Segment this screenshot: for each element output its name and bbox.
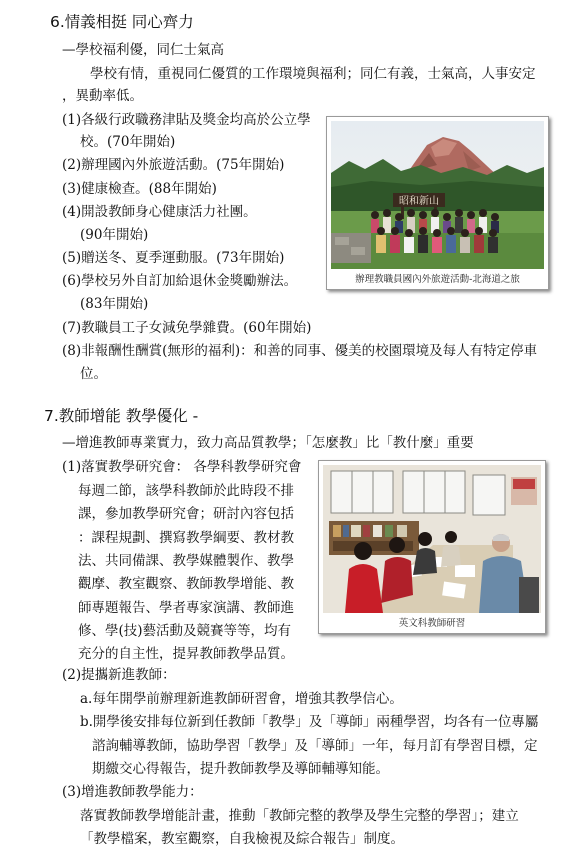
list-item-continuation: ：課程規劃、撰寫教學綱要、教材教 — [78, 530, 294, 546]
photo-english-workshop — [318, 460, 546, 634]
list-item: (1)各級行政職務津貼及獎金均高於公立學 — [62, 112, 311, 128]
list-item: (2)提攜新進教師： — [62, 667, 176, 683]
list-item-continuation: 每週二節，該學科教師於此時段不排 — [78, 483, 294, 499]
list-item-continuation: 校。(70年開始) — [80, 134, 176, 150]
list-item-continuation: (83年開始) — [80, 296, 149, 312]
list-item-continuation: 修、學(技)藝活動及競賽等等，均有 — [78, 623, 292, 639]
list-item: (3)健康檢查。(88年開始) — [62, 181, 217, 197]
list-item: (7)教職員工子女減免學雜費。(60年開始) — [62, 320, 312, 336]
list-item: (1)落實教學研究會： 各學科教學研究會 — [62, 459, 302, 475]
photo-caption: 英文科教師研習 — [398, 618, 466, 629]
list-item-continuation: 師專題報告、學者專家演講、教師進 — [78, 600, 294, 616]
list-item-continuation: 法、共同備課、教學媒體製作、教學 — [78, 553, 294, 569]
section6-intro-line: ，異動率低。 — [62, 88, 143, 104]
list-subitem-continuation: 期繳交心得報告，提升教師教學及導師輔導知能。 — [92, 761, 389, 777]
photo-hokkaido-trip — [326, 116, 549, 290]
list-item-continuation: 充分的自主性，提昇教師教學品質。 — [78, 646, 294, 662]
sign-text: 昭和新山 — [399, 196, 439, 207]
list-item-continuation: 位。 — [80, 366, 107, 382]
list-item-continuation: 課，參加教學研究會；研討內容包括 — [78, 506, 294, 522]
list-item-body: 落實教師教學增能計畫，推動「教師完整的教學及學生完整的學習」；建立 — [80, 808, 519, 824]
trip-photo-illustration — [331, 121, 544, 269]
list-subitem-continuation: 諮詢輔導教師，協助學習「教學」及「導師」一年，每月訂有學習目標，定 — [92, 738, 538, 754]
list-subitem: b.開學後安排每位新到任教師「教學」及「導師」兩種學習，均各有一位專屬 — [80, 714, 539, 730]
list-item-continuation: (90年開始) — [80, 227, 149, 243]
list-item: (5)贈送冬、夏季運動服。(73年開始) — [62, 250, 285, 266]
workshop-photo-image — [323, 465, 541, 613]
section6-intro-line: 學校有情，重視同仁優質的工作環境與福利；同仁有義，士氣高，人事安定 — [90, 66, 536, 82]
list-item-body: 「教學檔案，教室觀察，自我檢視及綜合報告」制度。 — [80, 831, 404, 847]
workshop-photo-illustration — [323, 465, 541, 613]
list-item-continuation: 觀摩、教室觀察、教師教學增能、教 — [78, 576, 294, 592]
list-item: (3)增進教師教學能力： — [62, 784, 203, 800]
section7-heading: 7.教師增能 教學優化 - — [44, 407, 199, 425]
trip-photo-image — [331, 121, 544, 269]
list-subitem: a.每年開學前辦理新進教師研習會，增強其教學信心。 — [80, 691, 403, 707]
section6-heading: 6.情義相挺 同心齊力 — [50, 13, 194, 31]
section6-subtitle: —學校福利優，同仁士氣高 — [62, 42, 224, 58]
list-item: (4)開設教師身心健康活力社團。 — [62, 204, 257, 220]
list-item: (2)辦理國內外旅遊活動。(75年開始) — [62, 157, 285, 173]
list-item: (6)學校另外自訂加給退休金獎勵辦法。 — [62, 273, 298, 289]
list-item: (8)非報酬性酬賞(無形的福利)：和善的同事、優美的校園環境及每人有特定停車 — [62, 343, 538, 359]
photo-caption: 辦理教職員國內外旅遊活動-北海道之旅 — [355, 274, 520, 285]
section7-subtitle: —增進教師專業實力，致力高品質教學；「怎麼教」比「教什麼」重要 — [62, 435, 474, 451]
